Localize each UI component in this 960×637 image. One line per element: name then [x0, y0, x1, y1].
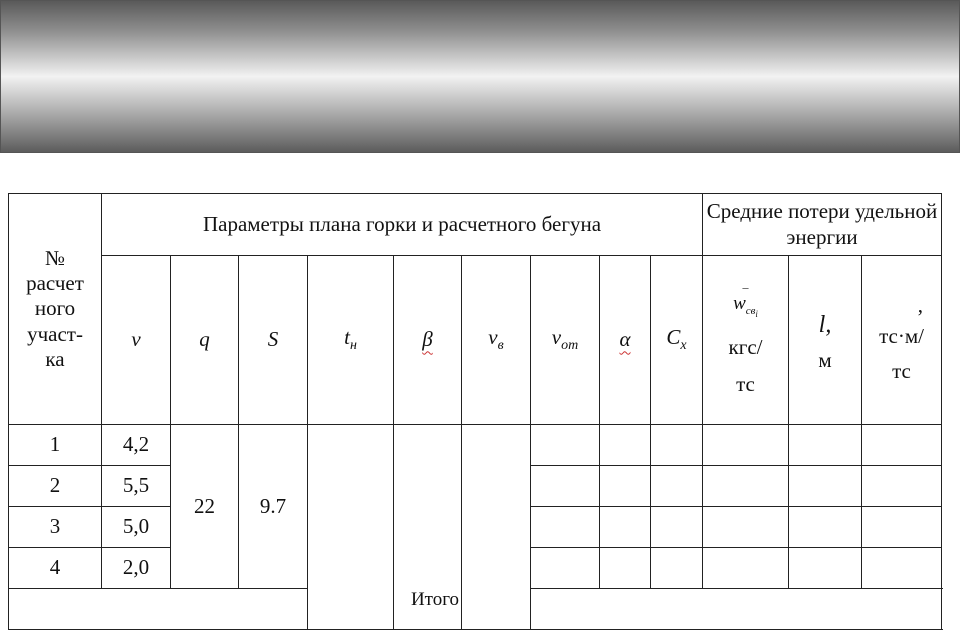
beta-header: [394, 256, 462, 425]
s-value-cell: 9.7: [239, 425, 308, 589]
empty-cell: [703, 507, 789, 548]
title-banner: [0, 0, 960, 153]
tn-symbol: t: [344, 325, 350, 349]
empty-cell: [703, 425, 789, 466]
empty-cell: [531, 425, 600, 466]
empty-cell: [531, 548, 600, 589]
empty-cell: [862, 425, 942, 466]
vv-header: [462, 256, 531, 425]
l-symbol: l,: [818, 312, 832, 338]
empty-cell: [600, 507, 651, 548]
table-row: [9, 425, 942, 466]
parameters-table: [8, 193, 942, 630]
empty-cell: [600, 425, 651, 466]
empty-cell: [651, 425, 703, 466]
empty-cell: [651, 507, 703, 548]
alpha-symbol: α: [619, 327, 631, 352]
row-number-cell: 2: [9, 466, 102, 507]
alpha-header: [600, 256, 651, 425]
v-value-cell: 5,5: [102, 466, 171, 507]
v-value-cell: 5,0: [102, 507, 171, 548]
empty-cell: [703, 548, 789, 589]
cx-header: [651, 256, 703, 425]
vv-subscript: в: [497, 338, 504, 354]
tn-subscript: н: [349, 338, 357, 354]
third-loss-unit-line: тс·м/: [879, 324, 924, 348]
empty-cell: [703, 466, 789, 507]
third-loss-unit-line: тс: [892, 359, 911, 383]
v-value-cell: 2,0: [102, 548, 171, 589]
total-label: Итого: [410, 589, 460, 610]
speed-v-header: v: [102, 256, 171, 425]
third-loss-mark: ,: [917, 293, 924, 317]
tn-value-cell: [308, 425, 394, 630]
w-symbol-group: [703, 293, 788, 325]
w-sub-text: св: [745, 304, 756, 317]
empty-cell: [789, 466, 862, 507]
losses-group-header: Средние потери удельной энергии: [703, 194, 942, 256]
w-unit-line: кгс/: [728, 334, 763, 359]
empty-cell: [789, 548, 862, 589]
section-number-header: [9, 194, 102, 425]
empty-cell: [862, 507, 942, 548]
empty-cell: [600, 466, 651, 507]
v-value-cell: 4,2: [102, 425, 171, 466]
w-subsub-text: i: [755, 308, 758, 319]
vv-symbol: v: [488, 325, 498, 349]
empty-cell: [651, 548, 703, 589]
vot-header: [531, 256, 600, 425]
section-number-header-line: расчет: [26, 271, 84, 296]
empty-cell: [600, 548, 651, 589]
l-loss-header: [789, 256, 862, 425]
w-loss-header: [703, 256, 789, 425]
q-header: q: [171, 256, 239, 425]
l-unit: м: [818, 348, 832, 372]
empty-cell: [862, 548, 942, 589]
section-number-header-line: ного: [34, 296, 76, 321]
empty-cell: [862, 466, 942, 507]
empty-cell: [789, 507, 862, 548]
w-subscript: [746, 305, 758, 317]
vot-symbol: v: [551, 325, 562, 349]
q-value-cell: 22: [171, 425, 239, 589]
beta-symbol: β: [422, 327, 433, 352]
row-number-cell: 3: [9, 507, 102, 548]
total-row-left-blank: [9, 589, 308, 630]
empty-cell: [651, 466, 703, 507]
empty-cell: [531, 507, 600, 548]
row-number-cell: 4: [9, 548, 102, 589]
cx-symbol: C: [666, 325, 681, 349]
empty-cell: [789, 425, 862, 466]
w-bar-mark: –: [742, 280, 749, 294]
total-row-label-cell: [531, 589, 942, 630]
w-symbol: w: [733, 293, 746, 314]
section-number-header-line: участ-: [27, 321, 83, 346]
empty-cell: [531, 466, 600, 507]
section-number-header-line: ка: [45, 346, 65, 371]
section-number-header-line: №: [44, 246, 66, 271]
s-header: S: [239, 256, 308, 425]
third-loss-header: [862, 256, 942, 425]
row-number-cell: 1: [9, 425, 102, 466]
params-group-header: Параметры плана горки и расчетного бегуна: [102, 194, 703, 256]
cx-subscript: x: [680, 338, 687, 354]
vot-subscript: от: [561, 338, 579, 354]
tn-header: [308, 256, 394, 425]
w-unit-line: тс: [736, 371, 755, 396]
